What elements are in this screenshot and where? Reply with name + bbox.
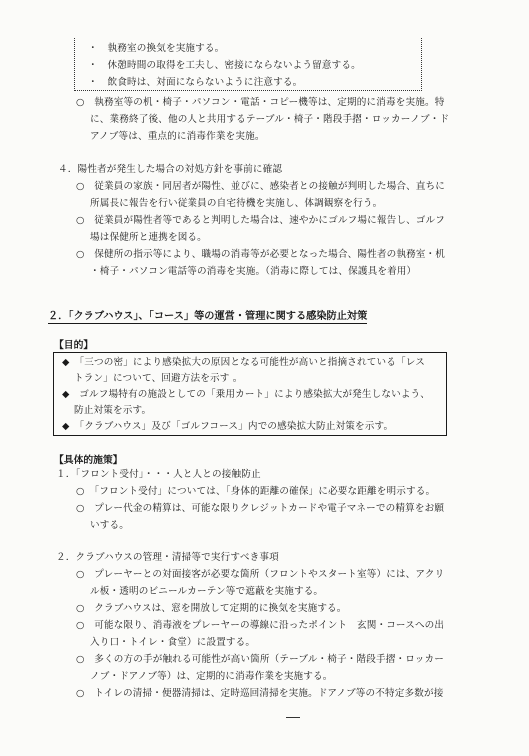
purpose-label: 【目的】 [54, 340, 94, 351]
chapter2-heading: ２．「クラブハウス」、「コース」等の運営・管理に関する感染防止対策 [48, 307, 367, 324]
measures-sub2-line: ○ クラブハウスは、窓を開放して定期的に換気を実施する。 [76, 603, 347, 614]
page-footer-mark [286, 717, 300, 718]
purpose-line: 防止対策を示す。 [74, 405, 152, 416]
purpose-line: トラン」について、回避方法を示す 。 [74, 373, 243, 384]
section4-line: 所属長に報告を行い従業員の自宅待機を実施し、体調観察を行う。 [90, 198, 383, 209]
measures-label: 【具体的施策】 [54, 455, 123, 466]
measures-sub2-line: ○ 多くの方の手が触れる可能性が高い箇所（テーブル・椅子・階段手摺・ロッカー [76, 654, 444, 665]
section4-line: 場は保健所と連携を図る。 [90, 232, 207, 243]
section4-line: ・椅子・パソコン電話等の消毒を実施。（消毒に際しては、保護具を着用） [90, 266, 417, 277]
purpose-line: ◆ ゴルフ場特有の施設としての「乗用カート」により感染拡大が発生しないよう、 [62, 389, 431, 400]
section4-title: ４．陽性者が発生した場合の対処方針を事前に確認 [58, 164, 283, 175]
measures-sub2-line: ○ プレーヤーとの対面接客が必要な箇所（フロントやスタート室等）には、アクリ [76, 569, 445, 580]
continuation-line: ・ 飲食時は、対面にならないように注意する。 [88, 77, 303, 88]
purpose-line: ◆ 「三つの密」により感染拡大の原因となる可能性が高いと指摘されている「レス [62, 357, 425, 368]
measures-sub2-line: ル板・透明のビニールカーテン等で遮蔽を実施する。 [90, 586, 324, 597]
measures-sub2-line: ○ トイレの清掃・便器清掃は、定時巡回清掃を実施。ドアノブ等の不特定多数が接 [76, 688, 444, 699]
section4-line: ○ 従業員の家族・同居者が陽性、並びに、感染者との接触が判明した場合、直ちに [76, 181, 446, 192]
section4-line: ○ 保健所の指示等により、職場の消毒等が必要となった場合、陽性者の執務室・机 [76, 249, 446, 260]
measures-sub1-line: いする。 [90, 520, 129, 531]
measures-sub2-line: 入り口・トイレ・食堂）に設置する。 [90, 637, 256, 648]
measures-sub2-title: ２．クラブハウスの管理・清掃等で実行すべき事項 [56, 552, 279, 563]
continuation-line: ・ 休憩時間の取得を工夫し、密接にならないよう留意する。 [88, 60, 361, 71]
continuation-line: ・ 執務室の換気を実施する。 [88, 43, 225, 54]
measures-sub1-line: ○ 「フロント受付」については、「身体的距離の確保」に必要な距離を明示する。 [76, 486, 436, 497]
measures-sub1-title: １．「フロント受付」・・・人と人との接触防止 [56, 469, 261, 480]
section4-line: ○ 従業員が陽性者等であると判明した場合は、速やかにゴルフ場に報告し、ゴルフ [76, 215, 446, 226]
section1-item-line: ○ 執務室等の机・椅子・パソコン・電話・コピー機等は、定期的に消毒を実施。特 [76, 97, 445, 108]
section1-item-line: アノブ等は、重点的に消毒作業を実施。 [90, 131, 265, 142]
measures-sub2-line: ノブ・ドアノブ等）は、定期的に消毒作業を実施する。 [90, 671, 333, 682]
section1-item-line: に、業務終了後、他の人と共用するテーブル・椅子・階段手摺・ロッカーノブ・ド [90, 114, 450, 125]
measures-sub2-line: ○ 可能な限り、消毒液をプレーヤーの導線に沿ったポイント 玄関・コースへの出 [76, 620, 445, 631]
purpose-line: ◆ 「クラブハウス」及び「ゴルフコース」内での感染拡大防止対策を示す。 [62, 421, 394, 432]
measures-sub1-line: ○ プレー代金の精算は、可能な限りクレジットカードや電子マネーでの精算をお願 [76, 503, 445, 514]
